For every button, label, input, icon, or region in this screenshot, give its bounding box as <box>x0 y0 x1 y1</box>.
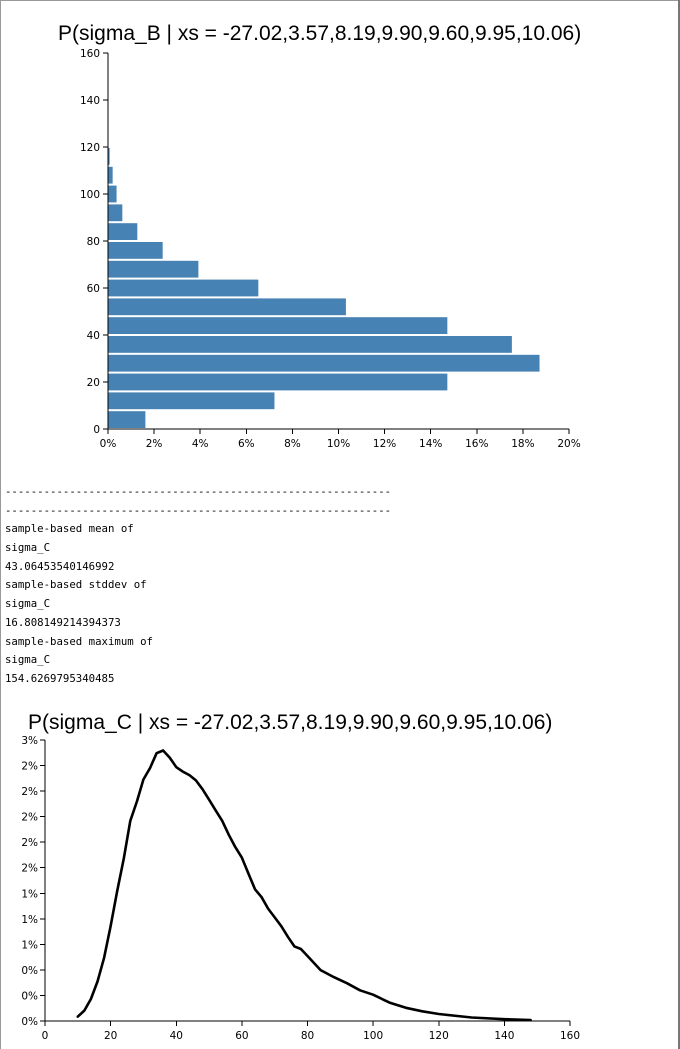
y-tick-label: 1% <box>21 913 38 926</box>
x-tick-label: 20% <box>557 438 581 450</box>
y-tick-label: 80 <box>86 236 100 248</box>
y-tick-label: 2% <box>21 862 38 875</box>
y-tick-label: 2% <box>21 811 38 824</box>
x-tick-label: 8% <box>284 438 301 450</box>
y-tick-label: 2% <box>21 786 38 799</box>
x-tick-label: 0 <box>41 1030 49 1042</box>
y-tick-label: 2% <box>21 837 38 850</box>
y-tick-label: 20 <box>86 377 100 389</box>
x-tick-label: 160 <box>559 1030 581 1042</box>
x-tick-label: 6% <box>237 438 255 450</box>
log-line: sample-based maximum of <box>5 634 153 648</box>
log-line: sigma_C <box>5 541 51 555</box>
log-line: sample-based stddev of <box>5 578 147 592</box>
x-tick-label: 4% <box>191 438 209 450</box>
y-tick-label: 0 <box>93 424 100 436</box>
histogram-bar <box>109 374 448 391</box>
histogram-bar <box>109 298 346 315</box>
y-tick-label: 160 <box>79 48 100 60</box>
histogram-bar <box>109 336 512 353</box>
histogram-bar <box>109 186 117 203</box>
y-tick-label: 40 <box>86 330 100 342</box>
log-line: sigma_C <box>5 653 51 667</box>
y-tick-label: 140 <box>79 95 100 107</box>
log-line: 43.06453540146992 <box>5 559 115 573</box>
y-tick-label: 2% <box>21 760 38 773</box>
histogram-bar <box>109 261 199 278</box>
histogram-bar <box>109 223 138 240</box>
y-tick-label: 120 <box>79 142 100 154</box>
separator-line: ------------------------------------------------------------ <box>5 485 392 498</box>
chart-title: P(sigma_B | xs = -27.02,3.57,8.19,9.90,9.60,9.95,10.06) <box>58 22 582 45</box>
histogram-bar <box>109 411 146 428</box>
histogram-bar <box>109 355 540 372</box>
x-tick-label: 12% <box>372 438 397 450</box>
console-log <box>5 483 391 689</box>
y-tick-label: 0% <box>21 1016 38 1028</box>
x-tick-label: 80 <box>300 1030 315 1042</box>
log-line: sample-based mean of <box>5 522 134 536</box>
x-tick-label: 60 <box>235 1030 249 1042</box>
chart-title: P(sigma_C | xs = -27.02,3.57,8.19,9.90,9.60,9.95,10.06) <box>28 711 553 734</box>
histogram-bar <box>109 242 163 259</box>
sigma-c-density-chart <box>0 700 600 1049</box>
log-line: 154.6269795340485 <box>5 671 115 685</box>
histogram-bar <box>109 317 448 334</box>
log-line: sigma_C <box>5 597 51 611</box>
separator-line: ------------------------------------------------------------ <box>5 503 392 517</box>
y-tick-label: 0% <box>21 990 38 1003</box>
x-tick-label: 18% <box>511 438 535 450</box>
sigma-b-histogram <box>0 0 600 450</box>
density-curve <box>78 751 531 1021</box>
histogram-bar <box>109 392 275 409</box>
x-tick-label: 14% <box>419 438 443 450</box>
log-line: 16.808149214394373 <box>5 615 121 629</box>
x-tick-label: 10% <box>326 438 351 450</box>
x-tick-label: 2% <box>145 438 163 450</box>
y-tick-label: 100 <box>79 189 100 201</box>
x-tick-label: 120 <box>428 1030 449 1042</box>
histogram-bar <box>109 204 123 221</box>
x-tick-label: 140 <box>494 1030 515 1042</box>
y-tick-label: 1% <box>21 888 38 901</box>
x-tick-label: 40 <box>169 1030 183 1042</box>
x-tick-label: 100 <box>363 1030 384 1042</box>
x-tick-label: 20 <box>103 1030 118 1042</box>
x-tick-label: 0% <box>99 438 117 450</box>
y-tick-label: 60 <box>86 283 100 295</box>
y-tick-label: 1% <box>21 939 38 952</box>
y-tick-label: 3% <box>21 735 38 747</box>
histogram-bar <box>109 280 259 297</box>
x-tick-label: 16% <box>465 438 489 450</box>
histogram-bar <box>109 167 113 184</box>
histogram-bar <box>109 148 110 165</box>
y-tick-label: 0% <box>21 964 38 977</box>
